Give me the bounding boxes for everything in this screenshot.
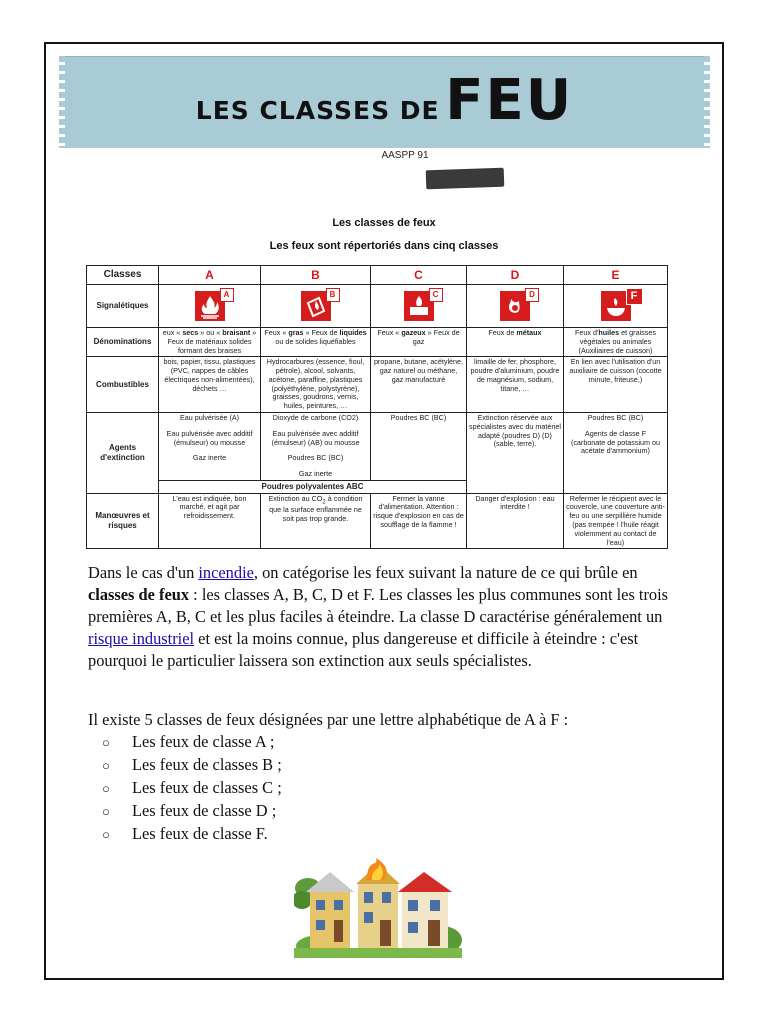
header-class-e: E (564, 266, 668, 285)
icon-tag-f: F (626, 288, 643, 305)
cell-manoeuvre-d: Danger d'explosion : eau interdite ! (467, 493, 564, 549)
cell-icon-c (371, 285, 467, 328)
burning-houses-illustration (294, 858, 462, 958)
subtitle-line (0, 150, 768, 161)
cell-combustible-b: Hydrocarbures (essence, fioul, pétrole), alcool, solvants, acétone, paraffine, plastiques (polyéthylène, polystyrène), graisses, goudrons, vernis, huiles, peintures, … (261, 357, 371, 413)
row-label-signaletiques: Signalétiques (87, 285, 159, 328)
subtitle: AASPP 91 (381, 150, 429, 161)
bullet-icon: ○ (102, 804, 110, 819)
cell-manoeuvre-b: Extinction au $CO_2$ à condition que la surface enflammée ne soit pas trop grande. (261, 493, 371, 549)
bullet-icon: ○ (102, 758, 110, 773)
cell-combustible-c: propane, butane, acétylène, gaz naturel ou méthane, gaz manufacturé (371, 357, 467, 413)
bullet-icon: ○ (102, 735, 110, 750)
fire-classes-table (86, 265, 668, 549)
table-header-row (87, 266, 668, 285)
cell-manoeuvre-e: Refermer le récipient avec le couvercle, une couverture anti-feu ou une serpillière humide (pas trempée ! l'huile réagit violemment au contact de l'eau) (564, 493, 668, 549)
table-row-signaletiques (87, 285, 668, 328)
fire-class-b-icon (301, 290, 336, 321)
cell-icon-e (564, 285, 668, 328)
header-class-d: D (467, 266, 564, 285)
cell-agents-a: Eau pulvérisée (A) Eau pulvérisée avec additif (émulseur) ou mousse Gaz inerte (159, 413, 261, 481)
cell-denomination-b: Feux « gras » Feux de liquides ou de solides liquéfiables (261, 328, 371, 357)
icon-tag-b: B (326, 288, 340, 302)
fire-class-c-icon (404, 290, 439, 321)
page-title (62, 68, 707, 133)
icon-tag-a: A (220, 288, 234, 302)
fire-class-d-icon (500, 290, 535, 321)
title-banner (62, 56, 707, 148)
list-item: ○ Les feux de classe F. (102, 823, 282, 846)
risque-industriel-link[interactable]: risque industriel (88, 629, 195, 648)
row-label-denominations: Dénominations (87, 328, 159, 357)
cell-agents-d: Extinction réservée aux spécialistes avec du matériel adapté (poudres D) (D) (sable, terre). (467, 413, 564, 494)
header-class-c: C (371, 266, 467, 285)
list-item: ○ Les feux de classe A ; (102, 731, 282, 754)
table-row-manoeuvres (87, 493, 668, 549)
classes-de-feux-bold: classes de feux (88, 585, 190, 604)
table-row-agents (87, 413, 668, 481)
cell-agents-b: Dioxyde de carbone (CO2) Eau pulvérisée avec additif (émulseur) (AB) ou mousse Poudres BC (BC) Gaz inerte (261, 413, 371, 481)
cell-denomination-d: Feux de métaux (467, 328, 564, 357)
cell-combustible-a: bois, papier, tissu, plastiques (PVC, nappes de câbles électriques non-alimentées), déchets … (159, 357, 261, 413)
cell-poudres-abc: Poudres polyvalentes ABC (159, 480, 467, 493)
table-subheading: Les feux sont répertoriés dans cinq classes (269, 240, 499, 252)
cell-combustible-e: En lien avec l'utilisation d'un auxiliaire de cuisson (cocotte minute, friteuse,) (564, 357, 668, 413)
cell-manoeuvre-c: Fermer la vanne d'alimentation. Attention : risque d'explosion en cas de soufflage de la flamme ! (371, 493, 467, 549)
cell-denomination-c: Feux « gazeux » Feux de gaz (371, 328, 467, 357)
cell-denomination-a: eux « secs » ou « braisant » Feux de matériaux solides formant des braises (159, 328, 261, 357)
fire-classes-list (102, 731, 282, 846)
title-small: LES CLASSES DE (195, 96, 440, 125)
classes-intro-paragraph: Il existe 5 classes de feux désignées par une lettre alphabétique de A à F : (88, 710, 569, 729)
header-classes: Classes (87, 266, 159, 285)
table-row-denominations (87, 328, 668, 357)
cell-manoeuvre-a: L'eau est indiquée, bon marché, et agit par refroidissement. (159, 493, 261, 549)
row-label-combustibles: Combustibles (87, 357, 159, 413)
title-big: FEU (445, 68, 574, 133)
bullet-icon: ○ (102, 781, 110, 796)
cell-denomination-e: Feux d'huiles et graisses végétales ou animales (Auxiliaires de cuisson) (564, 328, 668, 357)
table-heading: Les classes de feux (332, 217, 436, 229)
incendie-link[interactable]: incendie (198, 563, 254, 582)
list-item: ○ Les feux de classes B ; (102, 754, 282, 777)
fire-class-f-icon (601, 290, 638, 321)
header-class-a: A (159, 266, 261, 285)
icon-tag-d: D (525, 288, 539, 302)
table-row-combustibles (87, 357, 668, 413)
cell-agents-e: Poudres BC (BC) Agents de classe F (carbonate de potassium ou acétate d'ammonium) (564, 413, 668, 494)
icon-tag-c: C (429, 288, 443, 302)
row-label-agents: Agents d'extinction (87, 413, 159, 494)
cell-agents-c: Poudres BC (BC) (371, 413, 467, 481)
bullet-icon: ○ (102, 827, 110, 842)
row-label-manoeuvres: Manœuvres et risques (87, 493, 159, 549)
cell-icon-a (159, 285, 261, 328)
list-item: ○ Les feux de classes C ; (102, 777, 282, 800)
redaction-mark (426, 168, 505, 190)
list-item: ○ Les feux de classe D ; (102, 800, 282, 823)
cell-icon-d (467, 285, 564, 328)
header-class-b: B (261, 266, 371, 285)
cell-combustible-d: limaille de fer, phosphore, poudre d'aluminium, poudre de magnésium, sodium, titane, … (467, 357, 564, 413)
cell-icon-b (261, 285, 371, 328)
fire-class-a-icon (195, 290, 230, 321)
intro-paragraph: Dans le cas d'un incendie, on catégorise les feux suivant la nature de ce qui brûle en classes de feux : les classes A, B, C, D et F. Les classes les plus communes sont les trois premières A, B, C et les plus faciles à éteindre. La classe D caractérise généralement un risque industriel et est la moins connue, plus dangereuse et difficile à éteindre : c'est pourquoi le particulier laissera son extinction aux seuls spécialistes. (88, 563, 669, 670)
